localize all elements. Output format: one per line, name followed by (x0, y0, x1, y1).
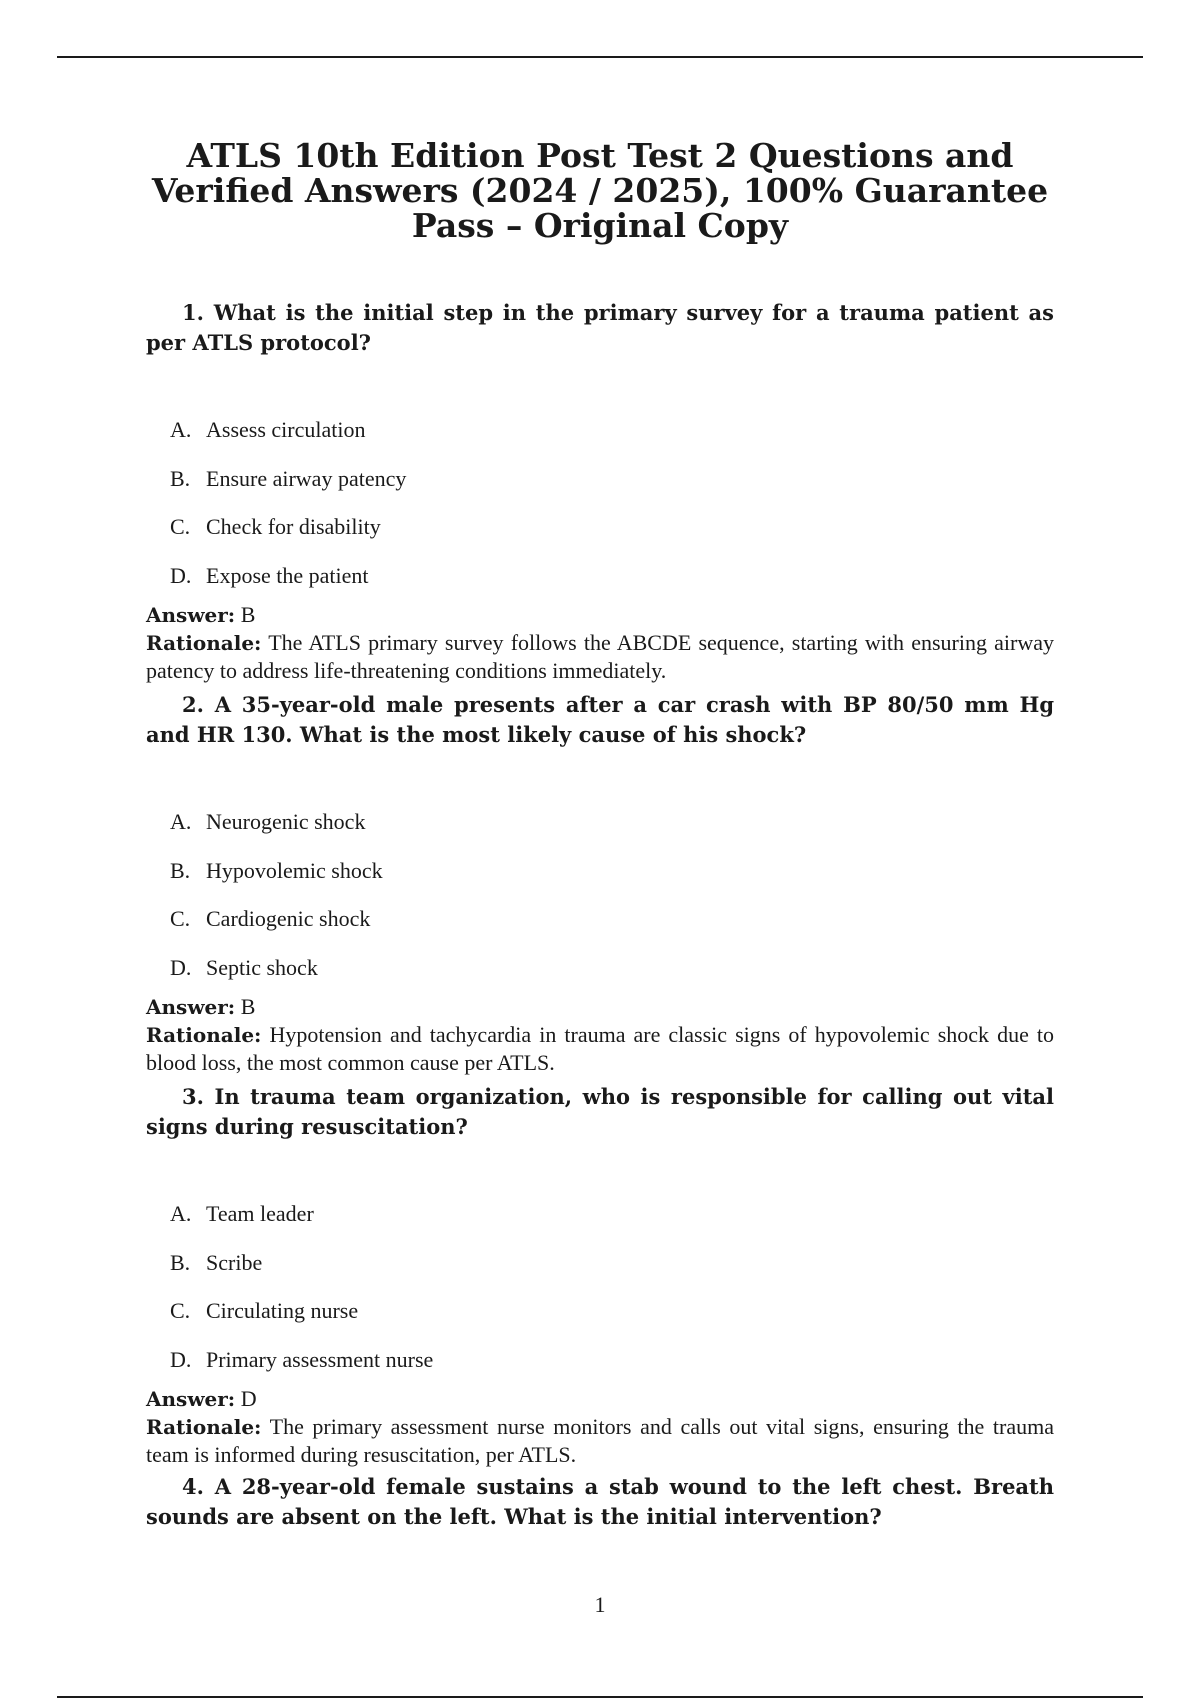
answer-label: Answer: (146, 1386, 236, 1411)
option-text: Scribe (206, 1249, 263, 1275)
title-line: ATLS 10th Edition Post Test 2 Questions and (186, 136, 1014, 175)
option-b (146, 455, 1054, 504)
option-c (146, 1287, 1054, 1336)
option-letter: A. (170, 417, 192, 442)
option-b (146, 847, 1054, 896)
answer-value: B (240, 993, 256, 1019)
option-a (146, 406, 1054, 455)
option-list (146, 798, 1054, 993)
answer-line (146, 993, 1054, 1021)
answer-label: Answer: (146, 994, 236, 1019)
rationale (146, 1021, 1054, 1077)
question-stem: In trauma team organization, who is responsible for calling out vital signs during resuscitation? (146, 1084, 1055, 1139)
option-d (146, 552, 1054, 601)
option-text: Septic shock (206, 955, 318, 981)
option-letter: B. (170, 1249, 191, 1275)
top-rule (57, 56, 1143, 58)
question-block-1 (146, 298, 1054, 685)
option-letter: B. (170, 857, 191, 883)
page-number: 1 (594, 1592, 606, 1617)
bottom-rule (57, 1696, 1143, 1698)
option-list (146, 1190, 1054, 1385)
answer-value: B (240, 601, 256, 627)
rationale-text: The ATLS primary survey follows the ABCDE sequence, starting with ensuring airway patency to address life-threatening conditions immediately. (146, 629, 1054, 683)
option-text: Ensure airway patency (206, 465, 407, 491)
option-text: Hypovolemic shock (206, 857, 383, 883)
question-stem: What is the initial step in the primary survey for a trauma patient as per ATLS protocol? (146, 300, 1054, 355)
rationale (146, 1413, 1054, 1469)
option-a (146, 798, 1054, 847)
option-letter: C. (170, 514, 191, 540)
question-number: 4. (182, 1474, 204, 1499)
answer-value: D (240, 1385, 257, 1411)
option-text: Check for disability (206, 514, 381, 540)
question-text (146, 1472, 1054, 1532)
question-number: 1. (182, 300, 204, 325)
title-line: Pass – Original Copy (411, 206, 789, 245)
question-block-2 (146, 690, 1054, 1077)
option-a (146, 1190, 1054, 1239)
option-letter: D. (170, 1347, 192, 1373)
option-letter: D. (170, 955, 192, 981)
document-title (120, 138, 1080, 243)
option-b (146, 1239, 1054, 1288)
rationale-text: The primary assessment nurse monitors and calls out vital signs, ensuring the trauma team is informed during resuscitation, per ATLS. (146, 1413, 1054, 1467)
option-c (146, 895, 1054, 944)
option-c (146, 503, 1054, 552)
question-number: 2. (182, 692, 204, 717)
answer-line (146, 1385, 1054, 1413)
rationale-label: Rationale: (146, 1022, 262, 1047)
answer-line (146, 601, 1054, 629)
question-text (146, 690, 1054, 750)
option-d (146, 944, 1054, 993)
option-d (146, 1336, 1054, 1385)
option-letter: C. (170, 1298, 191, 1324)
answer-label: Answer: (146, 602, 236, 627)
option-text: Neurogenic shock (206, 809, 366, 834)
option-letter: A. (170, 1201, 192, 1226)
option-text: Cardiogenic shock (206, 906, 371, 932)
question-stem: A 28-year-old female sustains a stab wound to the left chest. Breath sounds are absent on the left. What is the initial intervention? (146, 1474, 1055, 1529)
option-text: Circulating nurse (206, 1298, 359, 1324)
question-block-4 (146, 1472, 1054, 1532)
option-text: Team leader (206, 1201, 314, 1226)
question-number: 3. (182, 1084, 204, 1109)
question-text (146, 298, 1054, 358)
title-line: Verified Answers (2024 / 2025), 100% Guarantee (151, 171, 1049, 210)
rationale (146, 629, 1054, 685)
rationale-text: Hypotension and tachycardia in trauma are classic signs of hypovolemic shock due to blood loss, the most common cause per ATLS. (146, 1021, 1055, 1075)
option-text: Assess circulation (206, 417, 366, 442)
question-block-3 (146, 1082, 1054, 1469)
option-letter: A. (170, 809, 192, 834)
question-text (146, 1082, 1054, 1142)
option-text: Primary assessment nurse (206, 1347, 434, 1373)
option-letter: C. (170, 906, 191, 932)
option-letter: D. (170, 563, 192, 589)
question-stem: A 35-year-old male presents after a car crash with BP 80/50 mm Hg and HR 130. What is the most likely cause of his shock? (146, 692, 1054, 747)
option-text: Expose the patient (206, 563, 369, 589)
rationale-label: Rationale: (146, 1414, 262, 1439)
option-letter: B. (170, 465, 191, 491)
rationale-label: Rationale: (146, 630, 262, 655)
option-list (146, 406, 1054, 601)
